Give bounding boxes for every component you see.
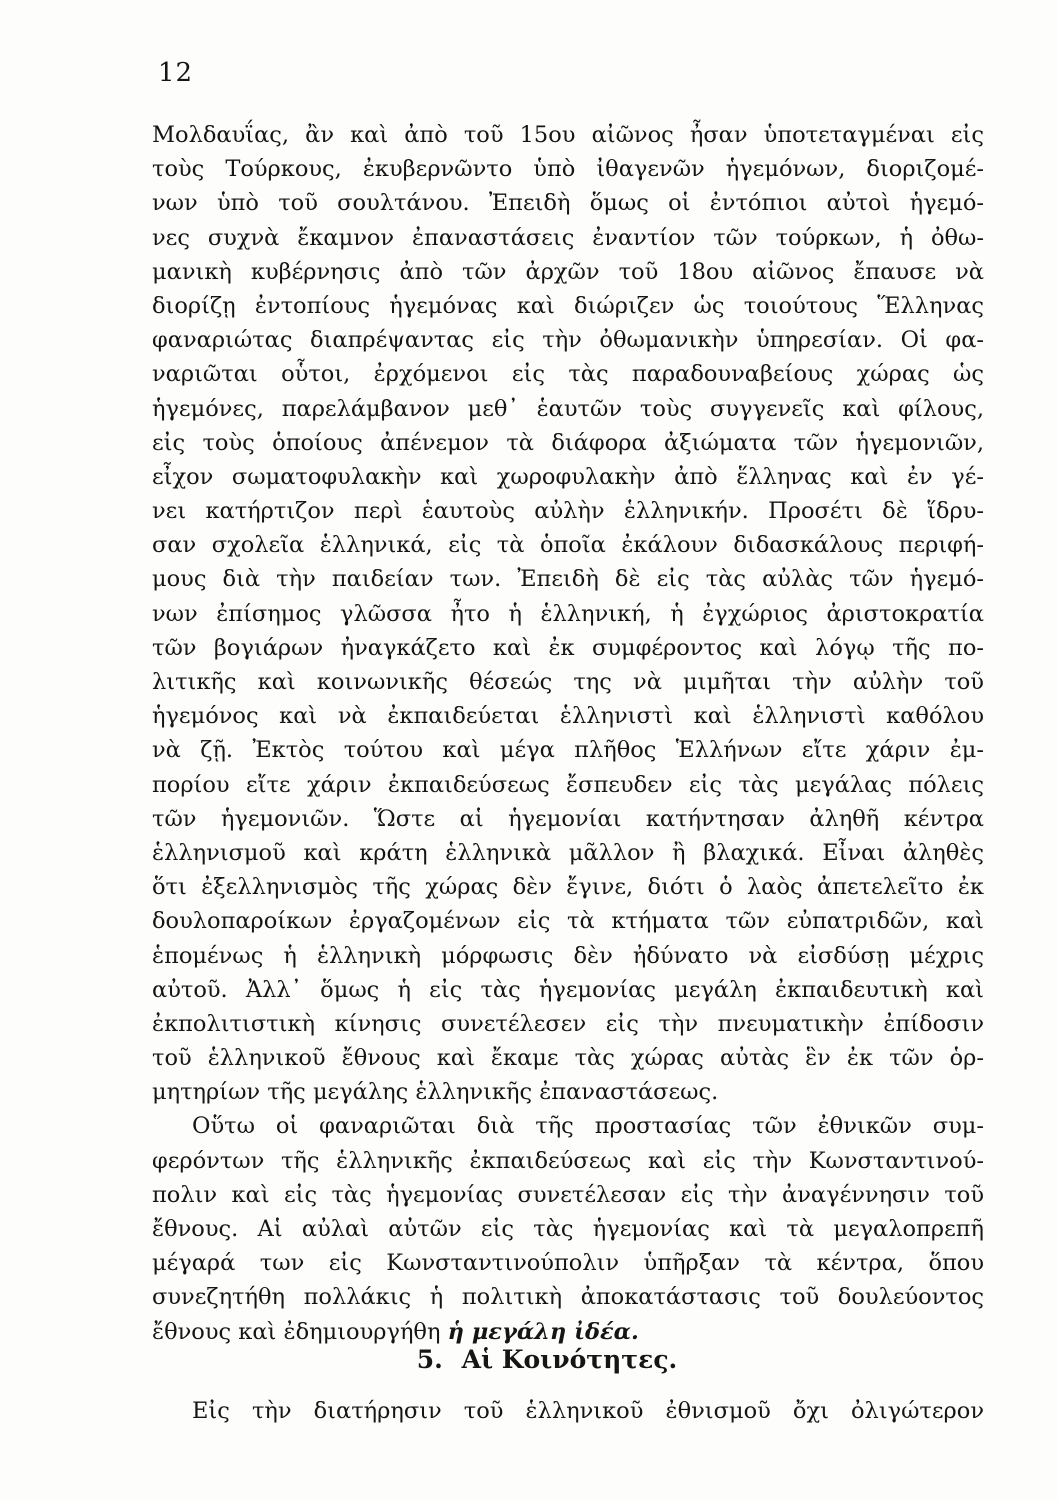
text-line: μητηρίων τῆς μεγάλης ἑλληνικῆς ἐπαναστάσεως. (152, 1079, 719, 1106)
text-line: μέγαρά των εἰς Κωνσταντινούπολιν ὑπῆρξαν τὰ κέντρα, ὅπου (152, 1250, 984, 1277)
text-line: ναριῶται οὗτοι, ἐρχόμενοι εἰς τὰς παραδουναβείους χώρας ὡς (152, 361, 984, 388)
text-line: τοῦ ἑλληνικοῦ ἔθνους καὶ ἔκαμε τὰς χώρας αὐτὰς ἓν ἐκ τῶν ὁρ- (152, 1045, 984, 1072)
text-line: φαναριώτας διαπρέψαντας εἰς τὴν ὀθωμανικὴν ὑπηρεσίαν. Οἱ φα- (152, 327, 984, 354)
text-line: διορίζῃ ἐντοπίους ἡγεμόνας καὶ διώριζεν ὡς τοιούτους Ἕλληνας (152, 292, 984, 319)
text-line: ἡγεμόνος καὶ νὰ ἐκπαιδεύεται ἑλληνιστὶ καὶ ἑλληνιστὶ καθόλου (152, 703, 984, 730)
text-line (152, 1315, 984, 1349)
text-line: πορίου εἴτε χάριν ἐκπαιδεύσεως ἔσπευδεν εἰς τὰς μεγάλας πόλεις (152, 771, 984, 798)
text-line: ἔθνους. Αἱ αὐλαὶ αὐτῶν εἰς τὰς ἡγεμονίας καὶ τὰ μεγαλοπρεπῆ (152, 1216, 984, 1242)
last-line-text: ἔθνους καὶ ἐδημιουργήθη (152, 1318, 441, 1345)
text-line: τοὺς Τούρκους, ἐκυβερνῶντο ὑπὸ ἰθαγενῶν ἡγεμόνων, διοριζομέ- (152, 156, 984, 183)
section-number: 5. (416, 1345, 443, 1374)
text-line: ἡγεμόνες, παρελάμβανον μεθ᾿ ἑαυτῶν τοὺς συγγενεῖς καὶ φίλους, (152, 395, 984, 422)
text-line: φερόντων τῆς ἑλληνικῆς ἐκπαιδεύσεως καὶ εἰς τὴν Κωνσταντινού- (152, 1147, 984, 1174)
text-line: ὅτι ἐξελληνισμὸς τῆς χώρας δὲν ἔγινε, διότι ὁ λαὸς ἀπετελεῖτο ἐκ (152, 874, 984, 901)
section-body (152, 1394, 984, 1428)
text-line: νει κατήρτιζον περὶ ἑαυτοὺς αὐλὴν ἑλληνικήν. Προσέτι δὲ ἵδρυ- (152, 498, 984, 525)
text-line: νων ἐπίσημος γλῶσσα ἦτο ἡ ἑλληνική, ἡ ἐγχώριος ἀριστοκρατία (152, 600, 984, 627)
text-line: εἶχον σωματοφυλακὴν καὶ χωροφυλακὴν ἀπὸ ἕλληνας καὶ ἐν γέ- (152, 463, 984, 490)
text-line: νὰ ζῇ. Ἐκτὸς τούτου καὶ μέγα πλῆθος Ἑλλήνων εἴτε χάριν ἐμ- (152, 737, 984, 764)
text-line: Μολδαυΐας, ἂν καὶ ἀπὸ τοῦ 15ου αἰῶνος ἦσαν ὑποτεταγμέναι εἰς (152, 122, 984, 148)
body-text (152, 118, 984, 1349)
text-line: αὐτοῦ. Ἀλλ᾿ ὅμως ἡ εἰς τὰς ἡγεμονίας μεγάλη ἐκπαιδευτικὴ καὶ (152, 976, 984, 1003)
text-line: τῶν βογιάρων ἠναγκάζετο καὶ ἐκ συμφέροντος καὶ λόγῳ τῆς πο- (152, 634, 984, 661)
text-line: εἰς τοὺς ὁποίους ἀπένεμον τὰ διάφορα ἀξιώματα τῶν ἡγεμονιῶν, (152, 429, 984, 456)
text-line: ἑλληνισμοῦ καὶ κράτη ἑλληνικὰ μᾶλλον ἢ βλαχικά. Εἶναι ἀληθὲς (152, 839, 984, 866)
text-line: δουλοπαροίκων ἐργαζομένων εἰς τὰ κτήματα τῶν εὐπατριδῶν, καὶ (152, 908, 984, 935)
text-line: νες συχνὰ ἔκαμνον ἐπαναστάσεις ἐναντίον τῶν τούρκων, ἡ ὀθω- (152, 224, 984, 251)
text-line: Εἰς τὴν διατήρησιν τοῦ ἑλληνικοῦ ἐθνισμοῦ ὄχι ὀλιγώτερον (192, 1398, 984, 1424)
text-line: σαν σχολεῖα ἑλληνικά, εἰς τὰ ὁποῖα ἐκάλουν διδασκάλους περιφή- (152, 532, 984, 559)
text-line: ἑπομένως ἡ ἑλληνικὴ μόρφωσις δὲν ἠδύνατο νὰ εἰσδύσῃ μέχρις (152, 942, 984, 969)
text-line: νων ὑπὸ τοῦ σουλτάνου. Ἐπειδὴ ὅμως οἱ ἐντόπιοι αὐτοὶ ἡγεμό- (152, 190, 984, 217)
text-line: λιτικῆς καὶ κοινωνικῆς θέσεώς της νὰ μιμῆται τὴν αὐλὴν τοῦ (152, 669, 984, 695)
text-line: μανικὴ κυβέρνησις ἀπὸ τῶν ἀρχῶν τοῦ 18ου αἰῶνος ἔπαυσε νὰ (152, 258, 984, 285)
text-line: συνεζητήθη πολλάκις ἡ πολιτικὴ ἀποκατάστασις τοῦ δουλεύοντος (152, 1284, 984, 1311)
text-line: τῶν ἡγεμονιῶν. Ὥστε αἱ ἡγεμονίαι κατήντησαν ἀληθῆ κέντρα (152, 805, 984, 832)
section-title: Αἱ Κοινότητες. (461, 1345, 678, 1374)
emphasis-text: ἡ μεγάλη ἰδέα. (447, 1318, 639, 1345)
text-line: μους διὰ τὴν παιδείαν των. Ἐπειδὴ δὲ εἰς τὰς αὐλὰς τῶν ἡγεμό- (152, 566, 984, 593)
text-line: πολιν καὶ εἰς τὰς ἡγεμονίας συνετέλεσαν εἰς τὴν ἀναγέννησιν τοῦ (152, 1181, 984, 1208)
text-line: Οὕτω οἱ φαναριῶται διὰ τῆς προστασίας τῶν ἐθνικῶν συμ- (192, 1113, 984, 1140)
page-number: 12 (158, 58, 194, 88)
text-line: ἐκπολιτιστικὴ κίνησις συνετέλεσεν εἰς τὴν πνευματικὴν ἐπίδοσιν (152, 1010, 984, 1037)
section-heading (0, 1345, 1058, 1374)
